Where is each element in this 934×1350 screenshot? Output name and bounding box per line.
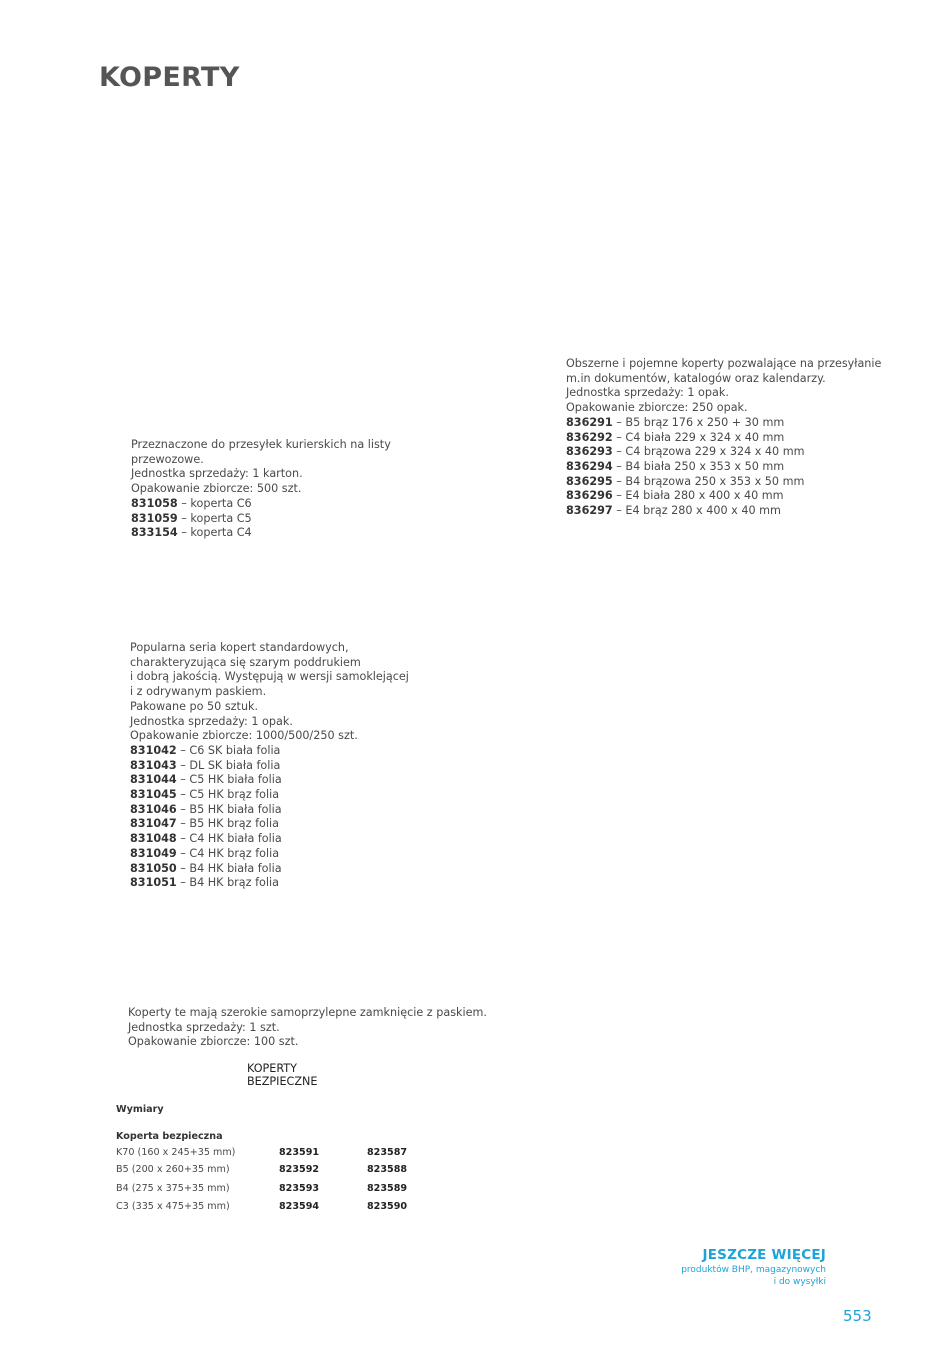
product-desc: – C4 brązowa 229 x 324 x 40 mm: [612, 445, 805, 459]
standard-intro-line-2: charakteryzująca się szarym poddrukiem: [130, 655, 361, 669]
standard-intro-line-5: Pakowane po 50 sztuk.: [130, 699, 259, 713]
product-desc: – B4 HK biała folia: [176, 861, 282, 875]
code-cell: 823594: [279, 1201, 320, 1212]
product-code: 836297: [566, 504, 613, 518]
dimensions-label: Wymiary: [116, 1104, 164, 1115]
security-envelopes-block: [128, 1006, 487, 1050]
product-desc: – C4 HK biała folia: [176, 832, 282, 846]
standard-intro-line-4: i z odrywanym paskiem.: [130, 685, 267, 699]
security-pack: Opakowanie zbiorcze: 100 szt.: [128, 1035, 299, 1049]
standard-intro-line-3: i dobrą jakością. Występują w wersji samoklejącej: [130, 670, 409, 684]
page-title: KOPERTY: [99, 62, 240, 93]
security-heading-line-2: BEZPIECZNE: [247, 1075, 318, 1088]
code-cell: 823591: [279, 1147, 320, 1158]
standard-intro-line-1: Popularna seria kopert standardowych,: [130, 641, 349, 654]
product-code: 831045: [130, 788, 177, 802]
product-code: 836294: [566, 459, 613, 473]
standard-pack: Opakowanie zbiorcze: 1000/500/250 szt.: [130, 729, 358, 743]
code-cell: 823593: [279, 1183, 320, 1194]
size-cell: B4 (275 x 375+35 mm): [116, 1183, 230, 1194]
product-desc: – koperta C4: [177, 526, 252, 540]
product-code: 833154: [131, 526, 178, 540]
product-line: [130, 832, 409, 847]
product-desc: – DL SK biała folia: [176, 758, 281, 772]
product-desc: – C4 HK brąz folia: [176, 846, 280, 860]
product-code: 836292: [566, 430, 613, 444]
code-cell: 823587: [367, 1147, 408, 1158]
product-code: 831058: [131, 496, 178, 510]
dimensions-table: [116, 1104, 436, 1219]
product-code: 836296: [566, 489, 613, 503]
product-line: [131, 512, 391, 527]
product-desc: – C5 HK biała folia: [176, 773, 282, 787]
product-code: 831044: [130, 773, 177, 787]
product-line: [566, 489, 881, 504]
roomy-envelopes-block: [566, 357, 881, 519]
product-line: [130, 847, 409, 862]
product-line: [566, 445, 881, 460]
code-cell: 823590: [367, 1201, 408, 1212]
product-code: 831059: [131, 511, 178, 525]
more-products-line-1: produktów BHP, magazynowych: [681, 1265, 826, 1275]
product-line: [130, 803, 409, 818]
product-line: [566, 460, 881, 475]
more-products-subtitle: [681, 1265, 826, 1288]
security-heading: [247, 1062, 317, 1088]
roomy-unit: Jednostka sprzedaży: 1 opak.: [566, 386, 729, 400]
product-desc: – C5 HK brąz folia: [176, 788, 280, 802]
courier-pack: Opakowanie zbiorcze: 500 szt.: [131, 482, 302, 496]
security-intro: Koperty te mają szerokie samoprzylepne zamknięcie z paskiem.: [128, 1006, 487, 1019]
standard-unit: Jednostka sprzedaży: 1 opak.: [130, 714, 293, 728]
more-products-line-2: i do wysyłki: [773, 1276, 826, 1287]
product-code: 831049: [130, 846, 177, 860]
size-cell: C3 (335 x 475+35 mm): [116, 1201, 230, 1212]
code-cell: 823588: [367, 1164, 408, 1175]
product-line: [131, 497, 391, 512]
courier-envelopes-block: [131, 438, 391, 541]
product-code: 836293: [566, 445, 613, 459]
roomy-intro-line-1: Obszerne i pojemne koperty pozwalające na przesyłanie: [566, 357, 882, 370]
product-code: 831048: [130, 832, 177, 846]
courier-unit: Jednostka sprzedaży: 1 karton.: [131, 467, 303, 481]
product-code: 831042: [130, 743, 177, 757]
product-desc: – B4 brązowa 250 x 353 x 50 mm: [612, 474, 805, 488]
product-desc: – E4 brąz 280 x 400 x 40 mm: [612, 504, 781, 518]
product-code: 831051: [130, 876, 177, 890]
product-desc: – C6 SK biała folia: [176, 743, 281, 757]
product-desc: – B5 brąz 176 x 250 + 30 mm: [612, 415, 785, 429]
product-desc: – koperta C6: [177, 496, 252, 510]
product-line: [566, 504, 881, 519]
product-desc: – B5 HK brąz folia: [176, 817, 279, 831]
product-code: 831043: [130, 758, 177, 772]
product-desc: – B4 HK brąz folia: [176, 876, 279, 890]
security-heading-line-1: KOPERTY: [247, 1062, 297, 1075]
product-line: [566, 416, 881, 431]
code-cell: 823592: [279, 1164, 320, 1175]
size-cell: B5 (200 x 260+35 mm): [116, 1164, 230, 1175]
product-line: [130, 788, 409, 803]
product-line: [130, 876, 409, 891]
roomy-pack: Opakowanie zbiorcze: 250 opak.: [566, 401, 748, 415]
product-code: 831047: [130, 817, 177, 831]
product-code: 836295: [566, 474, 613, 488]
more-products-title: JESZCZE WIĘCEJ: [702, 1247, 826, 1263]
product-desc: – E4 biała 280 x 400 x 40 mm: [612, 489, 784, 503]
size-cell: K70 (160 x 245+35 mm): [116, 1147, 236, 1158]
security-unit: Jednostka sprzedaży: 1 szt.: [128, 1020, 280, 1034]
product-desc: – B4 biała 250 x 353 x 50 mm: [612, 459, 785, 473]
table-group-label: Koperta bezpieczna: [116, 1131, 223, 1142]
product-code: 836291: [566, 415, 613, 429]
product-code: 831050: [130, 861, 177, 875]
standard-envelopes-block: [130, 641, 409, 891]
product-line: [566, 431, 881, 446]
product-desc: – koperta C5: [177, 511, 252, 525]
product-desc: – C4 biała 229 x 324 x 40 mm: [612, 430, 785, 444]
page-number: 553: [843, 1307, 872, 1325]
product-line: [130, 862, 409, 877]
product-line: [131, 526, 391, 541]
product-line: [130, 759, 409, 774]
product-line: [566, 475, 881, 490]
product-desc: – B5 HK biała folia: [176, 802, 282, 816]
product-code: 831046: [130, 802, 177, 816]
roomy-intro-line-2: m.in dokumentów, katalogów oraz kalendarzy.: [566, 371, 826, 385]
courier-intro-line-1: Przeznaczone do przesyłek kurierskich na listy: [131, 438, 391, 451]
courier-intro-line-2: przewozowe.: [131, 452, 204, 466]
product-line: [130, 817, 409, 832]
product-line: [130, 744, 409, 759]
code-cell: 823589: [367, 1183, 408, 1194]
product-line: [130, 773, 409, 788]
